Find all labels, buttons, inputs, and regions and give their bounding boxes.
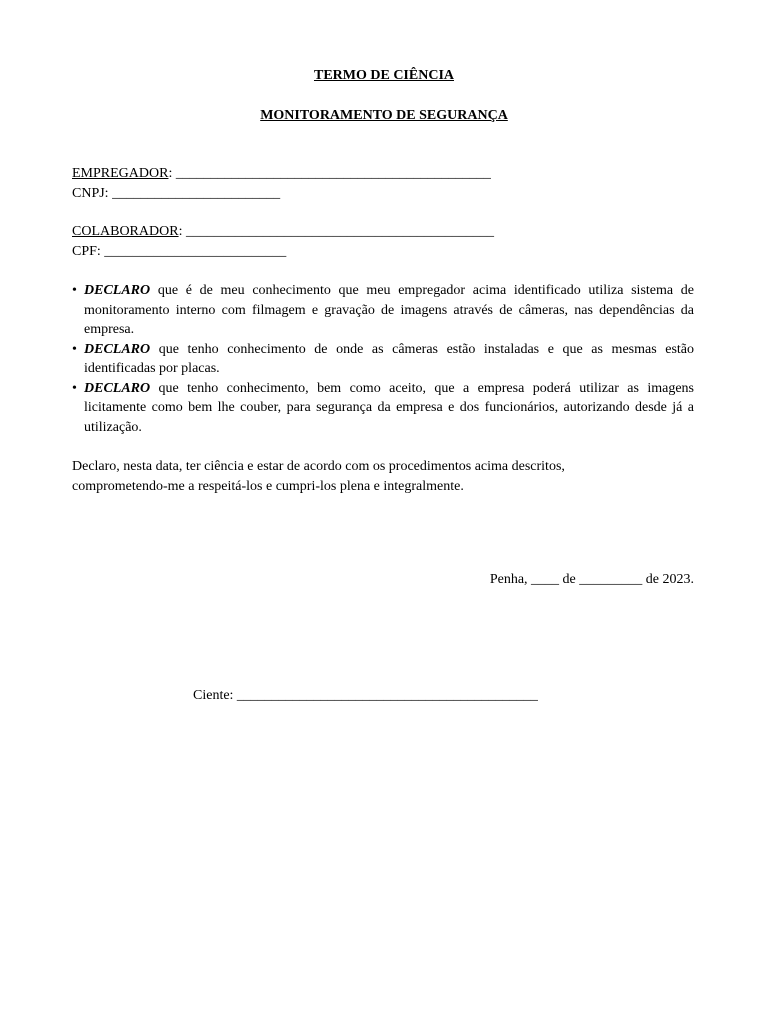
empregador-field	[72, 164, 491, 183]
colaborador-label: COLABORADOR	[72, 224, 179, 239]
bullet-icon: •	[72, 283, 77, 298]
date-line: Penha, ____ de _________ de 2023.	[489, 572, 694, 587]
closing-line-1: Declaro, nesta data, ter ciência e estar de acordo com os procedimentos acima descritos,	[72, 459, 565, 474]
declaration-item	[72, 340, 694, 379]
declaration-item	[72, 379, 694, 438]
colaborador-field	[72, 222, 494, 241]
cnpj-field: CNPJ: ________________________	[72, 186, 281, 201]
empregador-blank: : _____________________________________________	[168, 166, 491, 181]
declaration-text: que é de meu conhecimento que meu empregador acima identificado utiliza sistema de monitoramento interno com filmagem e gravação de imagens através de câmeras, nas dependências da empresa.	[84, 283, 694, 337]
declaration-keyword: DECLARO	[84, 380, 151, 396]
declaration-text: que tenho conhecimento de onde as câmeras estão instaladas e que as mesmas estão identificadas por placas.	[84, 341, 694, 376]
bullet-icon: •	[72, 380, 77, 396]
declaration-keyword: DECLARO	[84, 341, 151, 357]
document-title: TERMO DE CIÊNCIA	[313, 68, 454, 83]
closing-line-2: comprometendo-me a respeitá-los e cumpri-los plena e integralmente.	[72, 479, 464, 494]
declaration-item	[72, 281, 694, 340]
cpf-field: CPF: __________________________	[72, 244, 287, 259]
declaration-text: que tenho conhecimento, bem como aceito, que a empresa poderá utilizar as imagens licitamente como bem lhe couber, para segurança da empresa e dos funcionários, autorizando desde já a utilização.	[84, 380, 694, 435]
document-subtitle: MONITORAMENTO DE SEGURANÇA	[260, 108, 508, 123]
ciente-signature-line: Ciente: ___________________________________________	[193, 688, 538, 703]
colaborador-blank: : ____________________________________________	[178, 224, 494, 239]
closing-paragraph	[72, 457, 694, 497]
declarations-list	[72, 281, 694, 437]
empregador-label: EMPREGADOR	[72, 166, 169, 181]
bullet-icon: •	[72, 341, 77, 357]
declaration-keyword: DECLARO	[84, 283, 151, 298]
